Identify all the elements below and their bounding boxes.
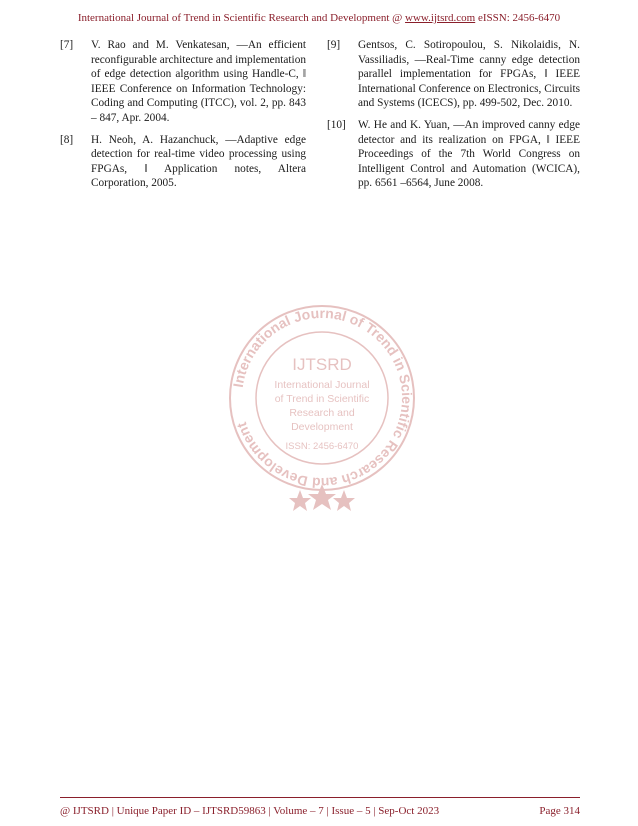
seal-line-2: of Trend in Scientific bbox=[274, 393, 370, 405]
references-right-column bbox=[327, 38, 580, 198]
seal-acronym: IJTSRD bbox=[292, 355, 352, 374]
running-header bbox=[0, 12, 638, 24]
reference-number: [8] bbox=[60, 133, 74, 146]
reference-text: H. Neoh, A. Hazanchuck, ―Adaptive edge detection for real-time video processing using FPGAs, ‖ Application notes, Altera Corporation, 2005. bbox=[91, 133, 306, 190]
footer-page-number: Page 314 bbox=[539, 805, 580, 817]
reference-item bbox=[60, 133, 306, 191]
reference-number: [7] bbox=[60, 39, 74, 51]
seal-line-1: International Journal bbox=[274, 379, 370, 391]
seal-ring-text: International Journal of Trend in Scientific Research and Development bbox=[229, 304, 416, 492]
reference-number: [10] bbox=[327, 118, 346, 131]
header-issn: eISSN: 2456-6470 bbox=[475, 12, 561, 24]
reference-text: V. Rao and M. Venkatesan, ―An efficient reconfigurable architecture and implementation of edge detection algorithm using Handle-C, ‖ IEEE Conference on Information Technology: Coding and Computing (ITCC), vol. 2, pp. 843 – 847, Apr. 2004. bbox=[91, 39, 306, 124]
reference-text: W. He and K. Yuan, ―An improved canny edge detector and its realization on FPGA, ‖ IEEE Proceedings of the 7th World Congress on Intelligent Control and Automation (WCICA), pp. 6561 –6564, June 2008. bbox=[358, 118, 580, 190]
journal-seal-watermark bbox=[228, 294, 416, 514]
header-journal-name: International Journal of Trend in Scientific Research and Development @ bbox=[77, 12, 406, 24]
seal-issn: ISSN: 2456-6470 bbox=[285, 441, 359, 452]
references-left-column bbox=[60, 38, 306, 198]
reference-item bbox=[60, 38, 306, 126]
reference-item bbox=[327, 118, 580, 191]
seal-line-4: Development bbox=[291, 421, 353, 433]
reference-number: [9] bbox=[327, 39, 341, 51]
seal-line-3: Research and bbox=[289, 407, 355, 419]
reference-item bbox=[327, 38, 580, 111]
header-website-link[interactable]: www.ijtsrd.com bbox=[405, 12, 476, 24]
footer-paper-info: @ IJTSRD | Unique Paper ID – IJTSRD59863 | Volume – 7 | Issue – 5 | Sep-Oct 2023 bbox=[60, 805, 440, 817]
footer-divider bbox=[60, 797, 580, 798]
page-footer bbox=[60, 805, 580, 817]
reference-text: Gentsos, C. Sotiropoulou, S. Nikolaidis, N. Vassiliadis, ―Real-Time canny edge detection parallel implementation for FPGAs, ‖ IEEE International Conference on Electronics, Circuits and Systems (ICECS), pp. 499-502, Dec. 2010. bbox=[358, 39, 580, 110]
